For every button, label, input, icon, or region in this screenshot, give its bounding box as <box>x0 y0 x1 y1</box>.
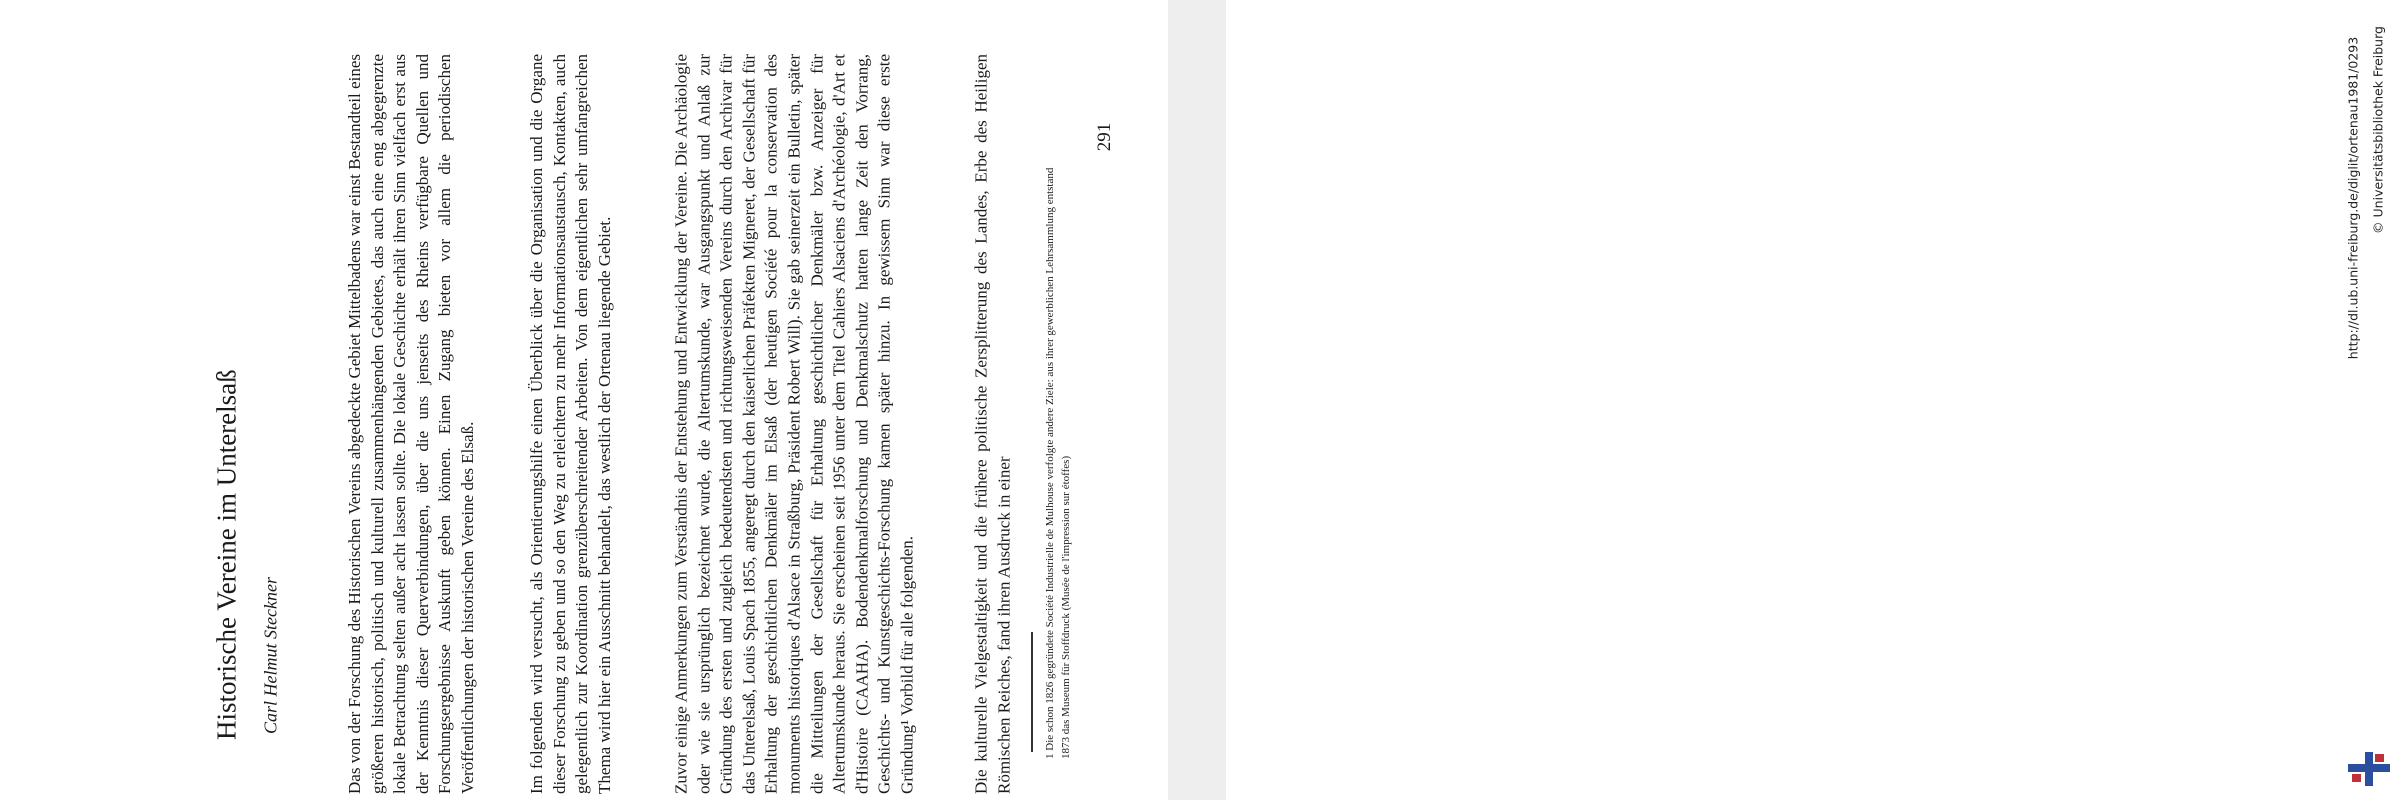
library-logo-icon <box>2348 748 2390 788</box>
footnote-divider <box>1031 632 1033 752</box>
paragraph-text: Zuvor einige Anmerkungen zum Verständnis der Entstehung und Entwicklung der Vereine. Die Archäologie oder wie sie ursprünglich bezeichnet wurde, die Altertumskunde, war Ausgangspunkt und Anlaß zur Gründung des ersten und zugleich bedeutendsten und richtungsweisenden Vereins durch den Archivar für das Unterelsaß, Louis Spach 1855, angeregt durch den kaiserlichen Präfekten Migneret, der Gesellschaft für Erhaltung der geschichtlichen Denkmäler im Elsaß (der heutigen Société pour la conservation des monuments historiques d'Alsace in Straßburg, Präsident Robert Will). Sie gab seinerzeit ein Bulletin, später die Mitteilungen der Gesellschaft für Erhaltung geschichtlicher Denkmäler bzw. Anzeiger für Altertumskunde heraus. Sie erscheinen seit 1956 unter dem Titel Cahiers Alsaciens d'Archéologie, d'Art et d'Histoire (CAAHA). Bodendenkmalforschung und Denkmalschutz hatten lange Zeit den Vorrang, Geschichts- und Kunstgeschichts-Forschung kamen später hinzu. In gewissem Sinn war diese erste Gründung¹ Vorbild für alle folgenden. <box>671 54 917 794</box>
document-page <box>0 0 1168 800</box>
document-title: Historische Vereine im Unterelsaß <box>211 369 242 740</box>
source-link[interactable]: http://dl.ub.uni-freiburg.de/diglit/ortenau1981/0293 <box>2345 36 2361 360</box>
paragraph-text: Das von der Forschung des Historischen Vereins abgedeckte Gebiet Mittelbadens war einst Bestandteil eines größeren historisch, politisch und kulturell zusammenhängenden Gebietes, das auch eine eng abgegrenzte lokale Betrachtung selten außer acht lassen sollte. Die lokale Geschichte erhält ihren Sinn vielfach erst aus der Kenntnis dieser Querverbindungen, über die uns jenseits des Rheins verfügbare Quellen und Forschungsergebnisse Auskunft geben können. Einen Zugang bieten vor allem die periodischen Veröffentlichungen der historischen Vereine des Elsaß. <box>345 54 478 794</box>
paragraph-1 <box>344 54 480 794</box>
paragraph-2 <box>526 54 616 794</box>
footnote: 1 Die schon 1826 gegründete Société Industrielle de Mulhouse verfolgte andere Ziele: aus ihrer gewerblichen Lehrsammlung entstand 1873 das Museum für Stoffdruck (Musée de l'impression sur étoffes) <box>1044 167 1072 759</box>
viewer-sidebar <box>1168 0 2386 800</box>
paragraph-text: Die kulturelle Vielgestaltigkeit und die frühere politische Zersplitterung des Landes, Erbe des Heiligen Römischen Reiches, fand ihren Ausdruck in einer <box>971 54 1013 794</box>
paragraph-text: Im folgenden wird versucht, als Orientierungshilfe einen Überblick über die Organisation und die Organe dieser Forschung zu geben und so den Weg zu erleichtern zu mehr Informationsaustausch, Kontakten, auch gelegentlich zur Koordination grenzüberschreitender Arbeiten. Von dem eigentlichen sehr umfangreichen Thema wird hier ein Ausschnitt behandelt, das westlich der Ortenau liegende Gebiet. <box>526 54 614 794</box>
copyright-notice: © Universitätsbibliothek Freiburg <box>2370 26 2386 234</box>
paragraph-4 <box>970 54 1015 794</box>
page-number: 291 <box>1094 122 1115 152</box>
paragraph-3 <box>671 54 920 794</box>
author-name: Carl Helmut Steckner <box>260 577 281 734</box>
